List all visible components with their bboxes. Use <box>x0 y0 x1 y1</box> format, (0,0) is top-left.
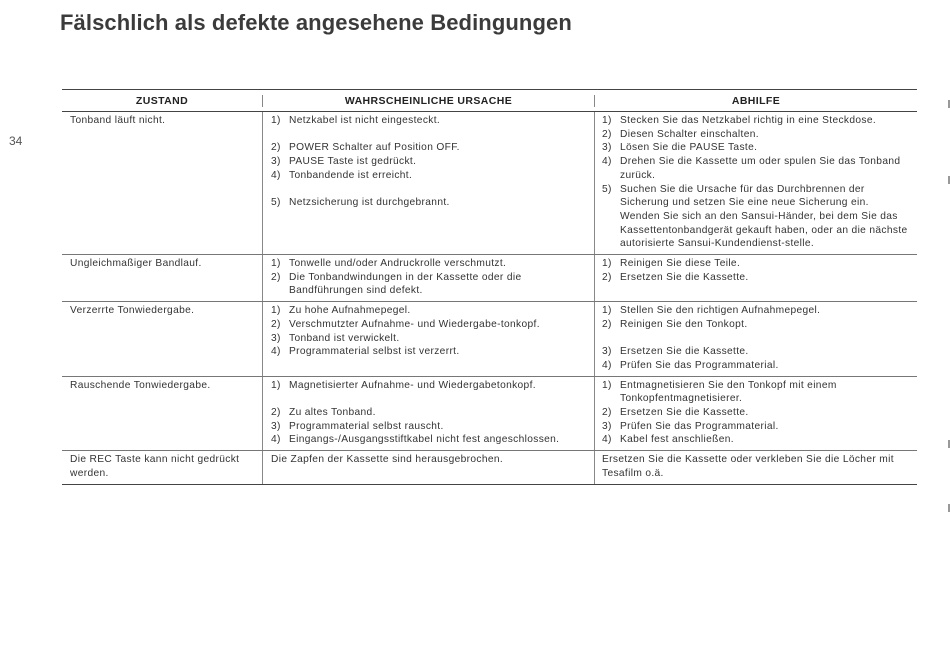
item-number: 2) <box>602 271 612 283</box>
cause-item <box>271 318 588 332</box>
remedy-item <box>602 304 911 318</box>
remedy-text: Reinigen Sie diese Teile. <box>620 258 741 270</box>
remedy-item <box>602 420 911 434</box>
remedy-item <box>602 379 911 406</box>
table-row <box>62 255 917 302</box>
item-number: 4) <box>602 156 612 168</box>
remedy-item <box>602 318 911 332</box>
cause-text: PAUSE Taste ist gedrückt. <box>289 156 417 168</box>
page-title: Fälschlich als defekte angesehene Bedingungen <box>60 10 572 35</box>
remedy-item <box>602 183 911 252</box>
item-number: 1) <box>271 305 281 317</box>
remedy-text: Diesen Schalter einschalten. <box>620 128 759 140</box>
remedy-item <box>602 271 911 285</box>
cause-item <box>271 345 588 359</box>
cause-text: Tonwelle und/oder Andruckrolle verschmutzt. <box>289 258 507 270</box>
remedy-text: Suchen Sie die Ursache für das Durchbrennen der Sicherung und setzen Sie eine neue Sicherung ein. Wenden Sie sich an den Sansui-Händer, bei dem Sie das Kassettentonbandgerät gekauft haben, oder an die nächste autorisierte Sansui-Kundendienst-stelle. <box>620 183 908 250</box>
item-number: 2) <box>271 271 281 283</box>
item-number: 5) <box>271 197 281 209</box>
condition-cell: Tonband läuft nicht. <box>70 115 166 126</box>
cause-cell <box>262 377 594 451</box>
remedy-cell <box>594 255 917 301</box>
item-number: 5) <box>602 183 612 195</box>
remedy-cell <box>594 302 917 376</box>
cause-item <box>271 155 588 169</box>
cause-text: Die Tonbandwindungen in der Kassette oder die Bandführungen sind defekt. <box>289 271 522 297</box>
cause-item <box>271 169 588 183</box>
cause-text: Programmaterial selbst rauscht. <box>289 420 444 432</box>
cause-cell <box>262 302 594 376</box>
item-number: 4) <box>602 434 612 446</box>
remedy-text: Stecken Sie das Netzkabel richtig in eine Steckdose. <box>620 115 877 126</box>
item-number: 4) <box>271 434 281 446</box>
cause-item <box>271 304 588 318</box>
remedy-text: Lösen Sie die PAUSE Taste. <box>620 142 758 154</box>
item-number: 1) <box>271 379 281 391</box>
condition-cell: Verzerrte Tonwiedergabe. <box>70 305 195 317</box>
item-number: 1) <box>271 115 281 126</box>
header-cause: WAHRSCHEINLICHE URSACHE <box>262 95 594 107</box>
page-number: 34 <box>9 134 23 148</box>
remedy-item <box>602 257 911 271</box>
remedy-item <box>602 155 911 182</box>
header-remedy: ABHILFE <box>594 95 917 107</box>
remedy-text: Ersetzen Sie die Kassette. <box>620 271 749 283</box>
cause-cell <box>262 255 594 301</box>
cause-item <box>271 271 588 298</box>
cause-item <box>271 433 588 447</box>
header-condition: ZUSTAND <box>135 94 189 107</box>
item-number: 4) <box>271 346 281 358</box>
cause-text: Netzkabel ist nicht eingesteckt. <box>289 115 441 126</box>
remedy-item <box>602 433 911 447</box>
item-number: 2) <box>271 407 281 419</box>
remedy-item <box>602 345 911 359</box>
remedy-text: Ersetzen Sie die Kassette. <box>620 346 749 358</box>
cause-text: Magnetisierter Aufnahme- und Wiedergabetonkopf. <box>289 379 536 391</box>
item-number: 4) <box>271 169 281 181</box>
cause-item <box>271 196 588 210</box>
cause-item <box>271 420 588 434</box>
item-number: 3) <box>602 420 612 432</box>
remedy-cell <box>594 112 917 254</box>
cause-text: POWER Schalter auf Position OFF. <box>289 142 460 154</box>
remedy-text: Prüfen Sie das Programmaterial. <box>620 359 779 371</box>
cause-cell: Die Zapfen der Kassette sind herausgebrochen. <box>262 451 594 483</box>
cause-item <box>271 379 588 393</box>
item-number: 2) <box>271 318 281 330</box>
remedy-text: Ersetzen Sie die Kassette. <box>620 407 749 419</box>
item-number: 1) <box>271 258 281 270</box>
cause-item <box>271 332 588 346</box>
cause-cell <box>262 112 594 254</box>
remedy-text: Prüfen Sie das Programmaterial. <box>620 420 779 432</box>
item-number: 2) <box>602 318 612 330</box>
remedy-item <box>602 114 911 128</box>
remedy-item <box>602 406 911 420</box>
cause-text: Zu hohe Aufnahmepegel. <box>289 305 411 317</box>
item-number: 3) <box>271 332 281 344</box>
table-row <box>62 451 917 483</box>
remedy-text: Kabel fest anschließen. <box>620 434 734 446</box>
item-number: 3) <box>602 346 612 358</box>
remedy-text: Drehen Sie die Kassette um oder spulen Sie das Tonband zurück. <box>620 156 901 181</box>
item-number: 4) <box>602 359 612 371</box>
remedy-item <box>602 128 911 142</box>
remedy-item <box>602 141 911 155</box>
table-row <box>62 302 917 377</box>
remedy-cell: Ersetzen Sie die Kassette oder verkleben Sie die Löcher mit Tesafilm o.ä. <box>594 451 917 483</box>
cause-item <box>271 257 588 271</box>
cause-text: Zu altes Tonband. <box>289 407 376 419</box>
cause-text: Netzsicherung ist durchgebrannt. <box>289 197 450 209</box>
remedy-item <box>602 359 911 373</box>
item-number: 2) <box>602 407 612 419</box>
condition-cell: Ungleichmaßiger Bandlauf. <box>70 258 202 270</box>
remedy-text: Entmagnetisieren Sie den Tonkopf mit einem Tonkopfentmagnetisierer. <box>620 379 837 405</box>
cause-text: Programmaterial selbst ist verzerrt. <box>289 346 460 358</box>
cause-text: Tonbandende ist erreicht. <box>289 169 413 181</box>
remedy-cell <box>594 377 917 451</box>
item-number: 2) <box>602 128 612 140</box>
condition-cell: Rauschende Tonwiedergabe. <box>70 379 211 391</box>
table-header <box>62 90 917 112</box>
item-number: 1) <box>602 305 612 317</box>
cause-text: Eingangs-/Ausgangsstiftkabel nicht fest angeschlossen. <box>289 434 560 446</box>
table-row <box>62 377 917 452</box>
item-number: 1) <box>602 379 612 391</box>
cause-item <box>271 406 588 420</box>
cause-item <box>271 114 588 128</box>
item-number: 2) <box>271 142 281 154</box>
item-number: 1) <box>602 258 612 270</box>
item-number: 3) <box>602 142 612 154</box>
cause-text: Verschmutzter Aufnahme- und Wiedergabe-tonkopf. <box>289 318 540 330</box>
cause-text: Tonband ist verwickelt. <box>289 332 400 344</box>
item-number: 3) <box>271 156 281 168</box>
remedy-text: Stellen Sie den richtigen Aufnahmepegel. <box>620 305 821 317</box>
cause-item <box>271 141 588 155</box>
item-number: 1) <box>602 115 612 126</box>
troubleshooting-table <box>62 89 917 485</box>
condition-cell: Die REC Taste kann nicht gedrückt werden. <box>70 454 240 479</box>
remedy-text: Reinigen Sie den Tonkopt. <box>620 318 748 330</box>
item-number: 3) <box>271 420 281 432</box>
table-row <box>62 112 917 255</box>
